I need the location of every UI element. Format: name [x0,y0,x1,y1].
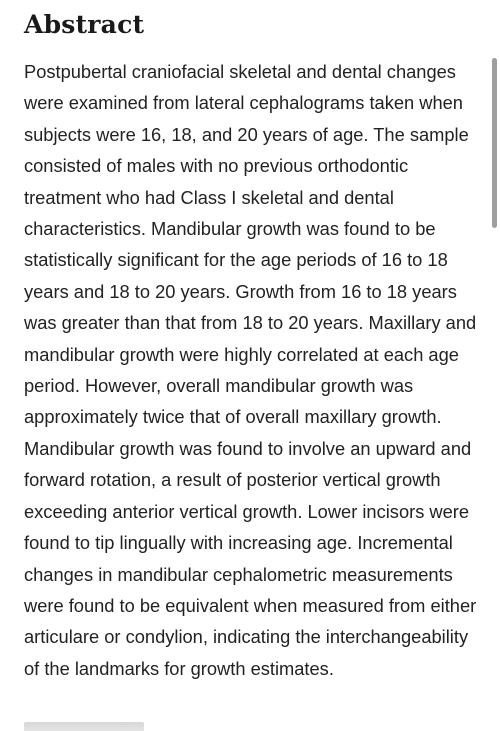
scrollbar-thumb[interactable] [492,58,497,228]
next-section-heading-cutoff [24,722,184,731]
cutoff-text-fragment [24,722,144,731]
section-heading-abstract: Abstract [24,10,145,39]
abstract-paragraph: Postpubertal craniofacial skeletal and dental changes were examined from lateral cephalograms taken when subjects were 16, 18, and 20 years of age. The sample consisted of males with no previous orthodontic treatment who had Class I skeletal and dental characteristics. Mandibular growth was found to be statistically significant for the age periods of 16 to 18 years and 18 to 20 years. Growth from 16 to 18 years was greater than that from 18 to 20 years. Maxillary and mandibular growth were highly correlated at each age period. However, overall mandibular growth was approximately twice that of overall maxillary growth. Mandibular growth was found to involve an upward and forward rotation, a result of posterior vertical growth exceeding anterior vertical growth. Lower incisors were found to tip lingually with increasing age. Incremental changes in mandibular cephalometric measurements were found to be equivalent when measured from either articulare or condylion, indicating the interchangeability of the landmarks for growth estimates. [24,61,477,679]
vertical-scrollbar[interactable] [492,58,497,228]
